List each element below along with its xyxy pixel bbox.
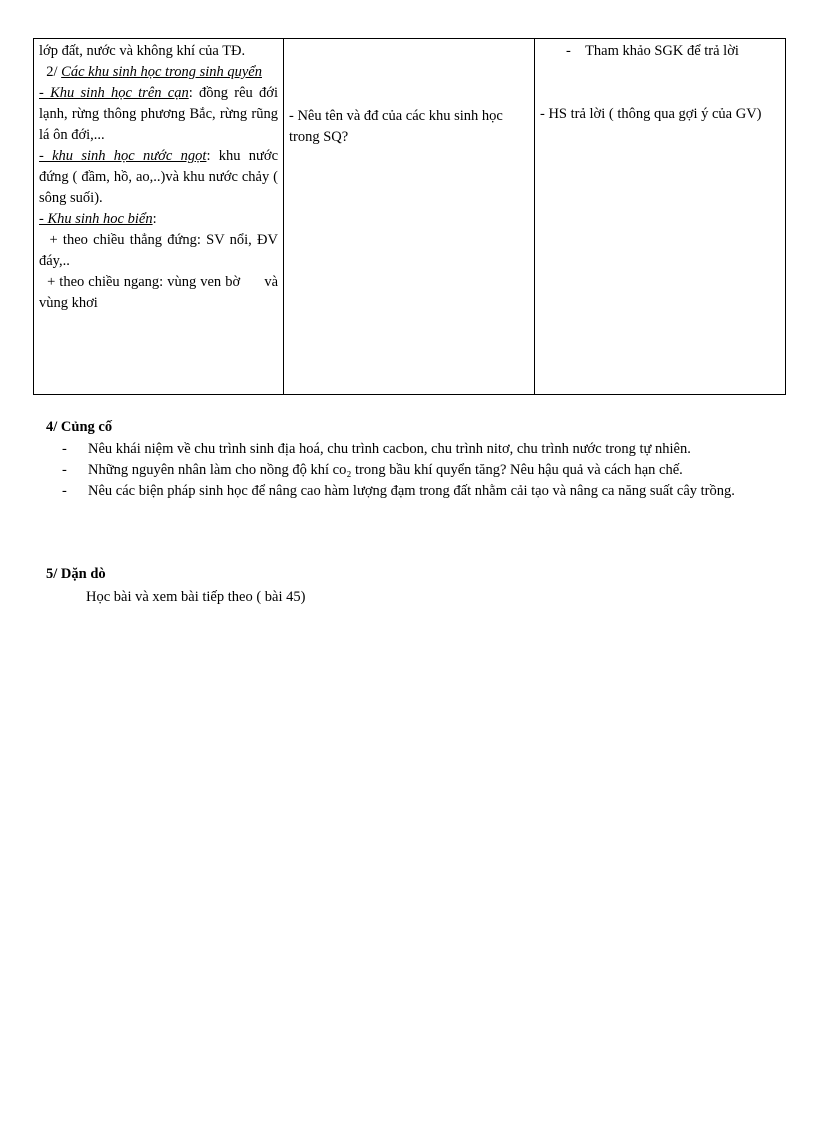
sea-vertical: + theo chiều thẳng đứng: SV nổi, ĐV đáy,.. (39, 232, 279, 269)
student-reference: - Tham khảo SGK để trả lời (566, 43, 739, 59)
student-answer: - HS trả lời ( thông qua gợi ý của GV) (540, 106, 762, 122)
section-heading-text: Các khu sinh học trong sinh quyển (61, 64, 262, 80)
review-list (60, 439, 776, 502)
teacher-activity-cell (284, 39, 535, 395)
lesson-table (33, 38, 786, 395)
content-intro: lớp đất, nước và không khí của TĐ. (39, 43, 246, 59)
section-4-title: 4/ Củng cố (46, 419, 113, 435)
section-heading: 2/ Các khu sinh học trong sinh quyển (46, 64, 262, 80)
list-item: - Nêu các biện pháp sinh học để nâng cao hàm lượng đạm trong đất nhằm cải tạo và nâng ca năng suất cây trồng. (62, 483, 735, 499)
freshwater-biome: - khu sinh học nước ngọt: khu nước đứng ( đầm, hồ, ao,..)và khu nước chảy ( sông suối). (39, 148, 279, 206)
list-item: - Nêu khái niệm về chu trình sinh địa hoá, chu trình cacbon, chu trình nitơ, chu trình nước trong tự nhiên. (62, 441, 691, 457)
homework-text: Học bài và xem bài tiếp theo ( bài 45) (86, 589, 306, 605)
land-biome: - Khu sinh học trên cạn: đồng rêu đới lạnh, rừng thông phương Bắc, rừng rũng lá ôn đới,... (39, 85, 278, 143)
student-activity-cell (535, 39, 786, 395)
list-item: - Những nguyên nhân làm cho nồng độ khí co₂ trong bầu khí quyển tăng? Nêu hậu quả và cách hạn chế. (62, 462, 683, 478)
sea-biome: - Khu sinh hoc biển: (39, 211, 157, 227)
sea-horizontal: + theo chiều ngang: vùng ven bờ và vùng khơi (39, 274, 282, 311)
teacher-question: - Nêu tên và đđ của các khu sinh học trong SQ? (289, 108, 503, 145)
content-cell (34, 39, 284, 395)
section-5-title: 5/ Dặn dò (46, 566, 106, 582)
table-row (34, 39, 786, 395)
